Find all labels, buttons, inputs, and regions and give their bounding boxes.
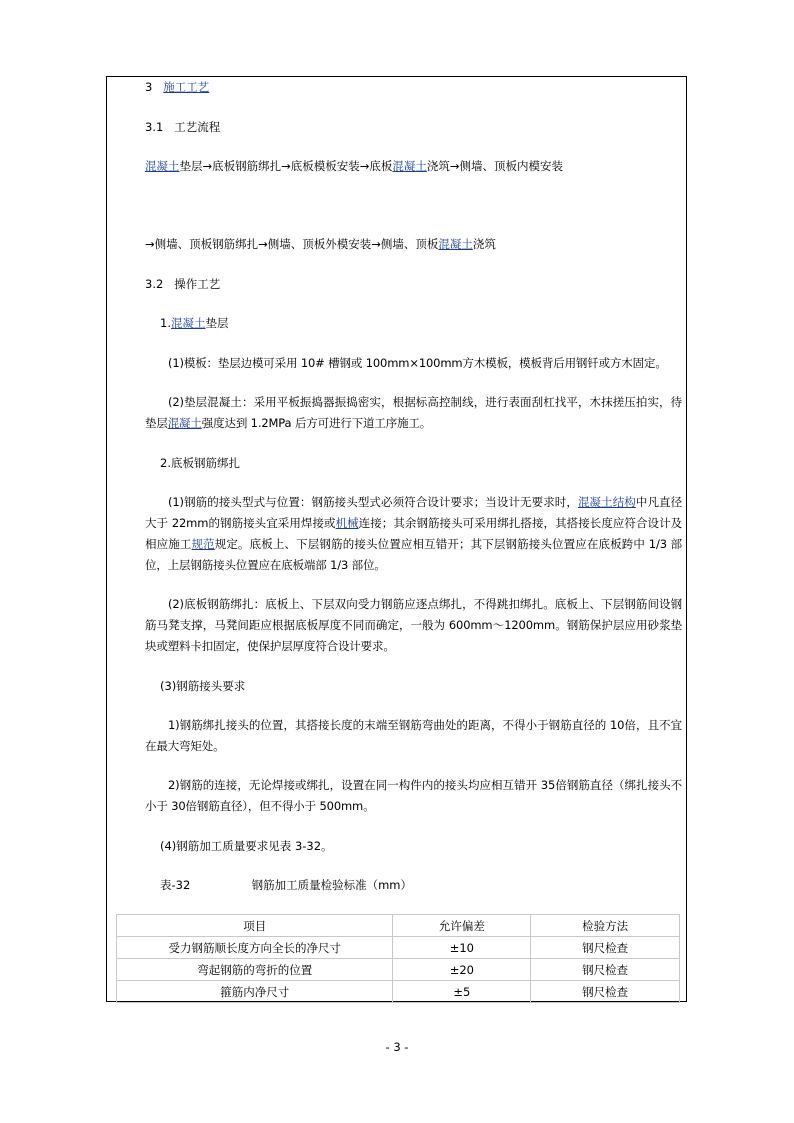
- paragraph: 2)钢筋的连接，无论焊接或绑扎，设置在同一构件内的接头均应相互错开 35倍钢筋直径（绑扎接头不小于 30倍钢筋直径），但不得小于 500mm。: [145, 778, 682, 813]
- paragraph-text: 连接；其余钢筋接头可采用绑扎搭接，其搭接长度应符合设计及相应施工: [145, 516, 682, 551]
- machinery-link[interactable]: 机械: [335, 516, 359, 530]
- column-header: 允许偏差: [393, 915, 531, 937]
- item-heading: 2.底板钢筋绑扎: [160, 456, 240, 470]
- paragraph: (4)钢筋加工质量要求见表 3-32。: [160, 839, 333, 853]
- table-cell: ±20: [393, 959, 531, 981]
- paragraph: 1)钢筋绑扎接头的位置，其搭接长度的末端至钢筋弯曲处的距离，不得小于钢筋直径的 10倍，且不宜在最大弯矩处。: [145, 718, 682, 753]
- subsection-number: 3.2: [145, 277, 164, 291]
- table-cell: 钢尺检查: [531, 981, 680, 1003]
- paragraph-text: 中凡直径大于 22mm的钢筋接头宜采用焊接或: [145, 495, 682, 530]
- flow-text: 垫层→底板钢筋绑扎→底板模板安装→底板: [179, 159, 393, 173]
- concrete-link[interactable]: 混凝土: [167, 416, 202, 430]
- table-row: [117, 937, 680, 959]
- paragraph-text: (2)垫层混凝土：采用平板振捣器振捣密实，根据标高控制线，进行表面刮杠找平，木抹搓压拍实，待垫层: [145, 395, 682, 430]
- column-header: 检验方法: [531, 915, 680, 937]
- flow-text: 浇筑→侧墙、顶板内模安装: [426, 159, 564, 173]
- flow-text: 浇筑: [472, 237, 496, 251]
- item-heading: [160, 313, 228, 334]
- table-title: 钢筋加工质量检验标准（mm）: [251, 878, 413, 892]
- table-cell: ±5: [393, 981, 531, 1003]
- section-title-link[interactable]: 施工工艺: [163, 80, 210, 94]
- specification-link[interactable]: 规范: [191, 537, 215, 551]
- section-heading: [145, 77, 209, 98]
- subsection-title: 工艺流程: [174, 120, 221, 134]
- concrete-link[interactable]: 混凝土: [170, 316, 206, 330]
- process-flow-line-1: [145, 156, 563, 177]
- concrete-structure-link[interactable]: 混凝土结构: [577, 495, 636, 509]
- table-cell: 箍筋内净尺寸: [117, 981, 393, 1003]
- page-number: - 3 -: [385, 1040, 409, 1054]
- table-number: 表-32: [160, 878, 191, 892]
- item-heading: (3)钢筋接头要求: [160, 679, 246, 693]
- paragraph: [145, 492, 682, 576]
- table-cell: 钢尺检查: [531, 937, 680, 959]
- concrete-link[interactable]: 混凝土: [145, 159, 180, 173]
- subsection-heading: [145, 274, 220, 295]
- table-cell: 受力钢筋顺长度方向全长的净尺寸: [117, 937, 393, 959]
- subsection-number: 3.1: [145, 120, 164, 134]
- process-flow-line-2: [145, 234, 496, 255]
- paragraph: (1)模板：垫层边模可采用 10# 槽钢或 100mm×100mm方木模板，模板背后用钢钎或方木固定。: [168, 356, 667, 370]
- flow-text: →侧墙、顶板钢筋绑扎→侧墙、顶板外模安装→侧墙、顶板: [145, 237, 439, 251]
- paragraph-text: 强度达到 1.2MPa 后方可进行下道工序施工。: [201, 416, 432, 430]
- paragraph: [145, 392, 682, 434]
- concrete-link[interactable]: 混凝土: [438, 237, 473, 251]
- subsection-title: 操作工艺: [174, 277, 221, 291]
- table-row: [117, 959, 680, 981]
- item-number: 1.: [160, 316, 171, 330]
- table-header-row: [117, 915, 680, 937]
- concrete-link[interactable]: 混凝土: [392, 159, 427, 173]
- subsection-heading: [145, 117, 220, 138]
- table-cell: ±10: [393, 937, 531, 959]
- paragraph-text: (1)钢筋的接头型式与位置：钢筋接头型式必须符合设计要求；当设计无要求时，: [168, 495, 578, 509]
- paragraph-text: 规定。底板上、下层钢筋的接头位置应相互错开；其下层钢筋接头位置应在底板跨中 1/3 部位，上层钢筋接头位置应在底板端部 1/3 部位。: [145, 537, 682, 572]
- quality-standard-table: [116, 914, 680, 1003]
- table-cell: 钢尺检查: [531, 959, 680, 981]
- paragraph: (2)底板钢筋绑扎：底板上、下层双向受力钢筋应逐点绑扎，不得跳扣绑扎。底板上、下层钢筋间设钢筋马凳支撑，马凳间距应根据底板厚度不同而确定，一般为 600mm～1200mm。钢筋保护层应用砂浆垫块或塑料卡扣固定，使保护层厚度符合设计要求。: [145, 597, 682, 653]
- table-row: [117, 981, 680, 1003]
- section-number: 3: [145, 80, 153, 94]
- column-header: 项目: [117, 915, 393, 937]
- item-title: 垫层: [205, 316, 229, 330]
- table-caption: [160, 875, 412, 896]
- table-cell: 弯起钢筋的弯折的位置: [117, 959, 393, 981]
